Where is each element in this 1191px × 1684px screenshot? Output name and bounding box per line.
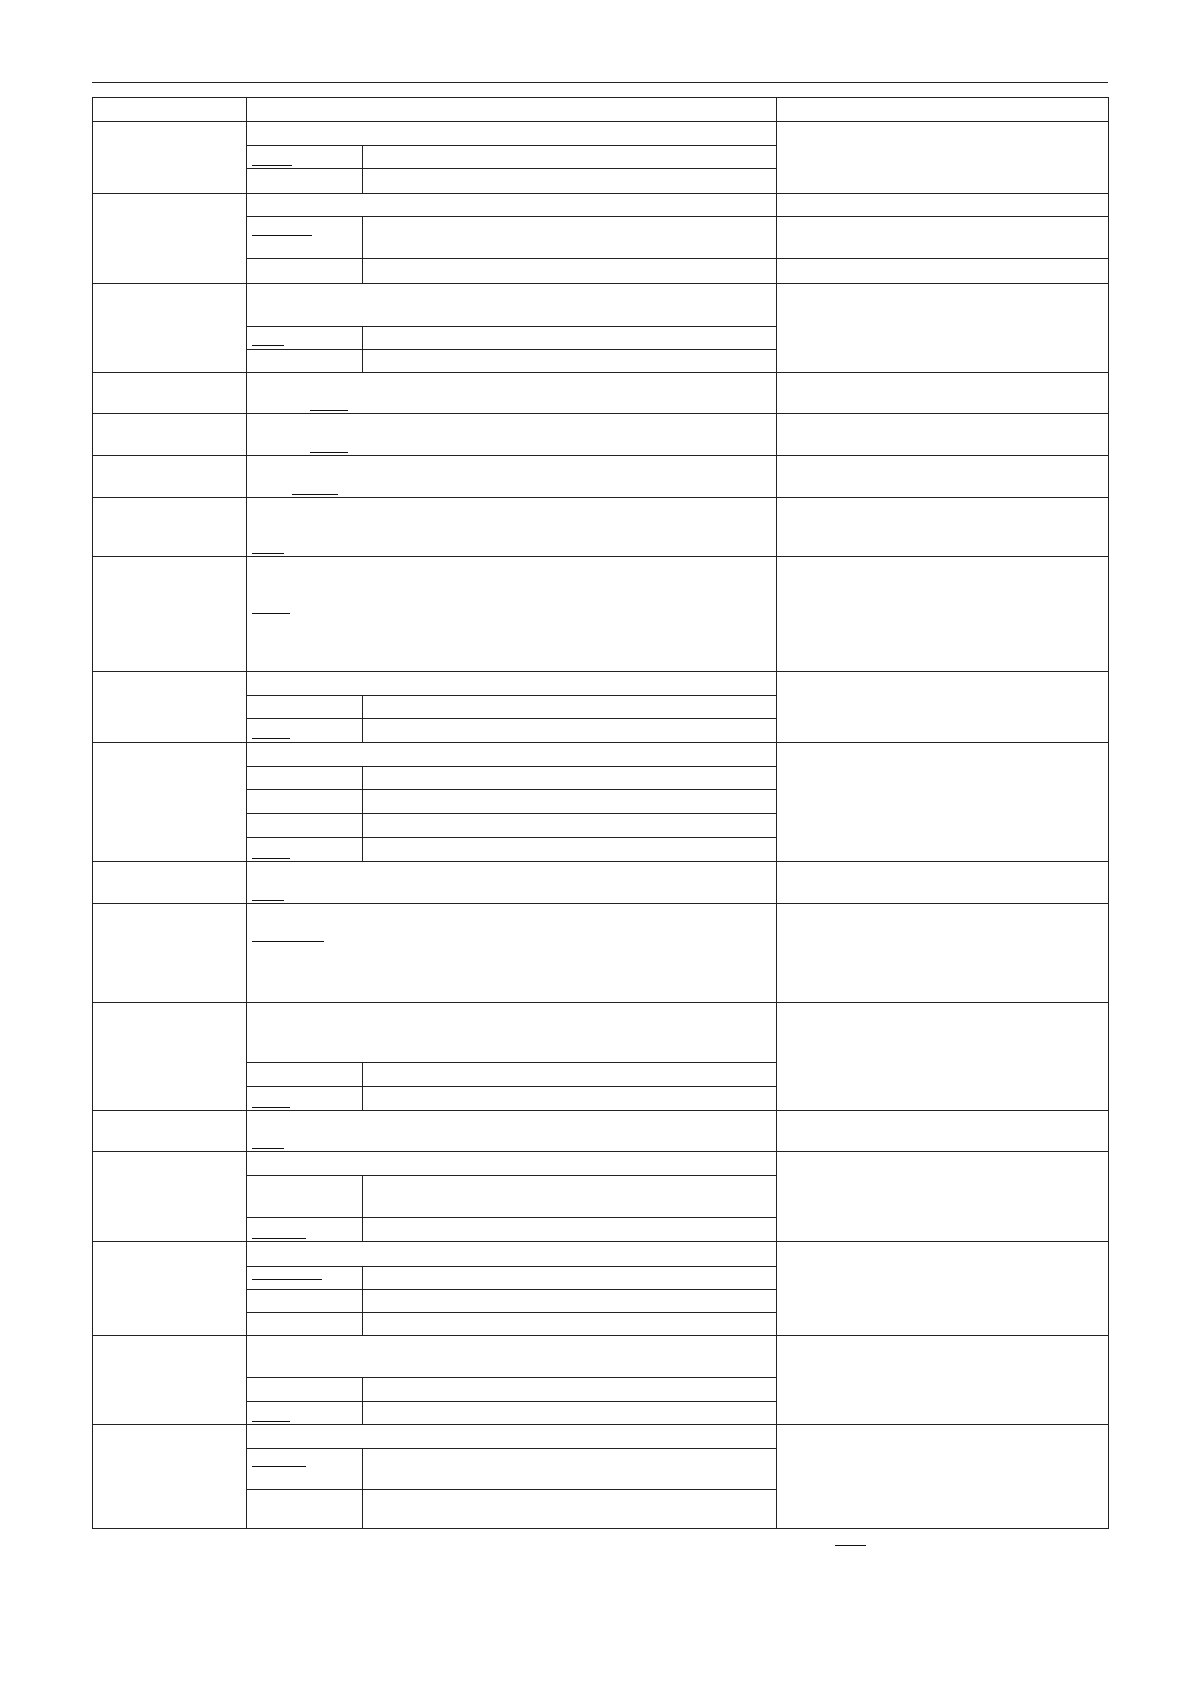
- header-cell: [92, 97, 247, 122]
- underline-mark: [252, 1107, 290, 1108]
- content-cell: [246, 1110, 777, 1152]
- content-cell: [246, 556, 777, 672]
- underline-mark: [252, 613, 290, 614]
- remarks-cell: [776, 283, 1109, 373]
- remarks-cell: [776, 1335, 1109, 1425]
- subfield-label-cell: [246, 326, 363, 350]
- row-label-cell: [92, 497, 247, 557]
- subfield-label-cell: [246, 1062, 363, 1087]
- underline-mark: [252, 235, 312, 236]
- underline-mark: [252, 553, 284, 554]
- subfield-value-cell: [362, 168, 777, 194]
- content-cell: [246, 372, 777, 414]
- remarks-cell: [776, 742, 1109, 862]
- remarks-cell: [776, 861, 1109, 904]
- subfield-value-cell: [362, 1289, 777, 1313]
- remarks-cell: [776, 556, 1109, 672]
- subfield-value-cell: [362, 326, 777, 350]
- subfield-label-cell: [246, 813, 363, 838]
- remarks-cell: [776, 258, 1109, 284]
- underline-mark: [252, 345, 284, 346]
- subfield-label-cell: [246, 349, 363, 373]
- content-cell: [246, 1151, 777, 1176]
- subfield-value-cell: [362, 216, 777, 259]
- subfield-value-cell: [362, 837, 777, 862]
- header-cell: [246, 97, 777, 122]
- subfield-label-cell: [246, 1377, 363, 1402]
- row-label-cell: [92, 1110, 247, 1152]
- row-label-cell: [92, 413, 247, 456]
- top-rule: [92, 82, 1108, 83]
- underline-mark: [252, 900, 284, 901]
- remarks-cell: [776, 903, 1109, 1003]
- row-label-cell: [92, 455, 247, 498]
- subfield-value-cell: [362, 718, 777, 743]
- content-cell: [246, 861, 777, 904]
- remarks-cell: [776, 1424, 1109, 1529]
- subfield-value-cell: [362, 766, 777, 790]
- row-label-cell: [92, 556, 247, 672]
- underline-mark: [310, 452, 348, 453]
- subfield-label-cell: [246, 1289, 363, 1313]
- content-cell: [246, 455, 777, 498]
- remarks-cell: [776, 497, 1109, 557]
- row-label-cell: [92, 1335, 247, 1425]
- subfield-value-cell: [362, 1217, 777, 1242]
- subfield-label-cell: [246, 1448, 363, 1490]
- subfield-label-cell: [246, 1175, 363, 1218]
- underline-mark: [252, 858, 290, 859]
- content-cell: [246, 193, 777, 217]
- remarks-cell: [776, 1151, 1109, 1242]
- content-cell: [246, 413, 777, 456]
- underline-mark: [252, 738, 290, 739]
- subfield-value-cell: [362, 1062, 777, 1087]
- content-cell: [246, 283, 777, 327]
- content-cell: [246, 671, 777, 696]
- underline-mark: [252, 1466, 306, 1467]
- underline-mark: [252, 1279, 322, 1280]
- row-label-cell: [92, 1241, 247, 1336]
- subfield-value-cell: [362, 1086, 777, 1111]
- subfield-label-cell: [246, 718, 363, 743]
- underline-mark: [310, 410, 348, 411]
- content-cell: [246, 1335, 777, 1378]
- content-cell: [246, 1424, 777, 1449]
- row-label-cell: [92, 1002, 247, 1111]
- remarks-cell: [776, 455, 1109, 498]
- remarks-cell: [776, 413, 1109, 456]
- content-cell: [246, 121, 777, 146]
- row-label-cell: [92, 861, 247, 904]
- remarks-cell: [776, 1241, 1109, 1336]
- underline-mark: [292, 494, 338, 495]
- subfield-label-cell: [246, 789, 363, 814]
- remarks-cell: [776, 121, 1109, 194]
- underline-mark: [252, 1148, 284, 1149]
- subfield-value-cell: [362, 349, 777, 373]
- remarks-cell: [776, 1002, 1109, 1111]
- content-cell: [246, 1002, 777, 1063]
- header-cell: [776, 97, 1109, 122]
- subfield-label-cell: [246, 216, 363, 259]
- remarks-cell: [776, 216, 1109, 259]
- subfield-value-cell: [362, 1377, 777, 1402]
- subfield-value-cell: [362, 258, 777, 284]
- subfield-value-cell: [362, 789, 777, 814]
- remarks-cell: [776, 1110, 1109, 1152]
- row-label-cell: [92, 121, 247, 194]
- remarks-cell: [776, 372, 1109, 414]
- subfield-value-cell: [362, 1401, 777, 1425]
- subfield-value-cell: [362, 813, 777, 838]
- subfield-value-cell: [362, 695, 777, 719]
- row-label-cell: [92, 742, 247, 862]
- remarks-cell: [776, 671, 1109, 743]
- row-label-cell: [92, 671, 247, 743]
- content-cell: [246, 742, 777, 767]
- subfield-label-cell: [246, 1489, 363, 1529]
- row-label-cell: [92, 372, 247, 414]
- content-cell: [246, 1241, 777, 1267]
- subfield-value-cell: [362, 1175, 777, 1218]
- row-label-cell: [92, 283, 247, 373]
- row-label-cell: [92, 1424, 247, 1529]
- underline-mark: [252, 941, 324, 942]
- row-label-cell: [92, 1151, 247, 1242]
- form-table: [92, 97, 1108, 1528]
- content-cell: [246, 903, 777, 1003]
- row-label-cell: [92, 903, 247, 1003]
- subfield-label-cell: [246, 695, 363, 719]
- subfield-value-cell: [362, 145, 777, 169]
- footer-underline-mark: [835, 1545, 866, 1546]
- underline-mark: [252, 1421, 290, 1422]
- row-label-cell: [92, 193, 247, 284]
- remarks-cell: [776, 193, 1109, 217]
- subfield-label-cell: [246, 766, 363, 790]
- content-cell: [246, 497, 777, 557]
- subfield-value-cell: [362, 1266, 777, 1290]
- subfield-value-cell: [362, 1448, 777, 1490]
- subfield-value-cell: [362, 1312, 777, 1336]
- subfield-label-cell: [246, 1266, 363, 1290]
- subfield-label-cell: [246, 168, 363, 194]
- subfield-value-cell: [362, 1489, 777, 1529]
- subfield-label-cell: [246, 258, 363, 284]
- subfield-label-cell: [246, 1312, 363, 1336]
- underline-mark: [252, 1238, 306, 1239]
- underline-mark: [252, 165, 292, 166]
